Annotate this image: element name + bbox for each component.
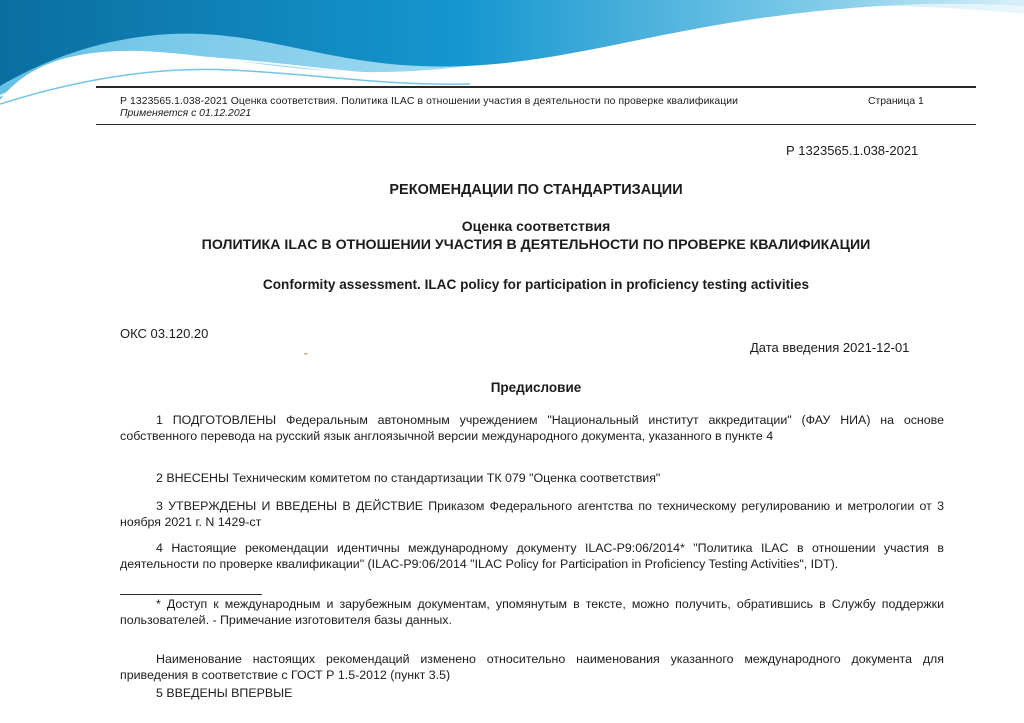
- red-mark: ˇ: [304, 352, 308, 364]
- name-change-note: Наименование настоящих рекомендаций изменено относительно наименования указанного международного документа для приведения в соответствие с ГОСТ Р 1.5-2012 (пункт 3.5): [120, 652, 944, 682]
- foreword-heading: Предисловие: [490, 380, 582, 395]
- document-subtitle: Оценка соответствия: [461, 218, 611, 234]
- paragraph-1: 1 ПОДГОТОВЛЕНЫ Федеральным автономным учреждением "Национальный институт аккредитации" (ФАУ НИА) на основе собственного перевода на русский язык англоязычной версии международного документа, указанного в пункте 4: [120, 413, 944, 443]
- footnote-rule: [120, 594, 262, 595]
- header-page-number: Страница 1: [868, 96, 924, 107]
- first-introduced: 5 ВВЕДЕНЫ ВПЕРВЫЕ: [156, 686, 293, 700]
- introduction-date: Дата введения 2021-12-01: [750, 340, 910, 355]
- policy-title: ПОЛИТИКА ILAC В ОТНОШЕНИИ УЧАСТИЯ В ДЕЯТЕЛЬНОСТИ ПО ПРОВЕРКЕ КВАЛИФИКАЦИИ: [201, 237, 871, 253]
- paragraph-2: 2 ВНЕСЕНЫ Техническим комитетом по стандартизации ТК 079 "Оценка соответствия": [156, 471, 661, 485]
- document-header: [96, 86, 976, 125]
- header-applies-from: Применяется с 01.12.2021: [120, 108, 252, 119]
- paragraph-4: 4 Настоящие рекомендации идентичны международному документу ILAC-P9:06/2014* "Политика ILAC в отношении участия в деятельности по проверке квалификации" (ILAC-P9:06/2014 "ILAC Policy for Participation in Proficiency Testing Activities", IDT).: [120, 541, 944, 571]
- english-title: Conformity assessment. ILAC policy for participation in proficiency testing activities: [262, 277, 810, 292]
- header-title: Р 1323565.1.038-2021 Оценка соответствия. Политика ILAC в отношении участия в деятельности по проверке квалификации: [120, 96, 739, 107]
- document-code: Р 1323565.1.038-2021: [786, 143, 919, 158]
- footnote: * Доступ к международным и зарубежным документам, упомянутым в тексте, можно получить, обратившись в Службу поддержки пользователей. - Примечание изготовителя базы данных.: [120, 597, 944, 627]
- paragraph-3: 3 УТВЕРЖДЕНЫ И ВВЕДЕНЫ В ДЕЙСТВИЕ Приказом Федерального агентства по техническому регулированию и метрологии от 3 ноября 2021 г. N 1429-ст: [120, 499, 944, 529]
- oks-code: ОКС 03.120.20: [120, 326, 209, 341]
- recommendations-title: РЕКОМЕНДАЦИИ ПО СТАНДАРТИЗАЦИИ: [389, 182, 683, 198]
- document-page: [96, 86, 976, 723]
